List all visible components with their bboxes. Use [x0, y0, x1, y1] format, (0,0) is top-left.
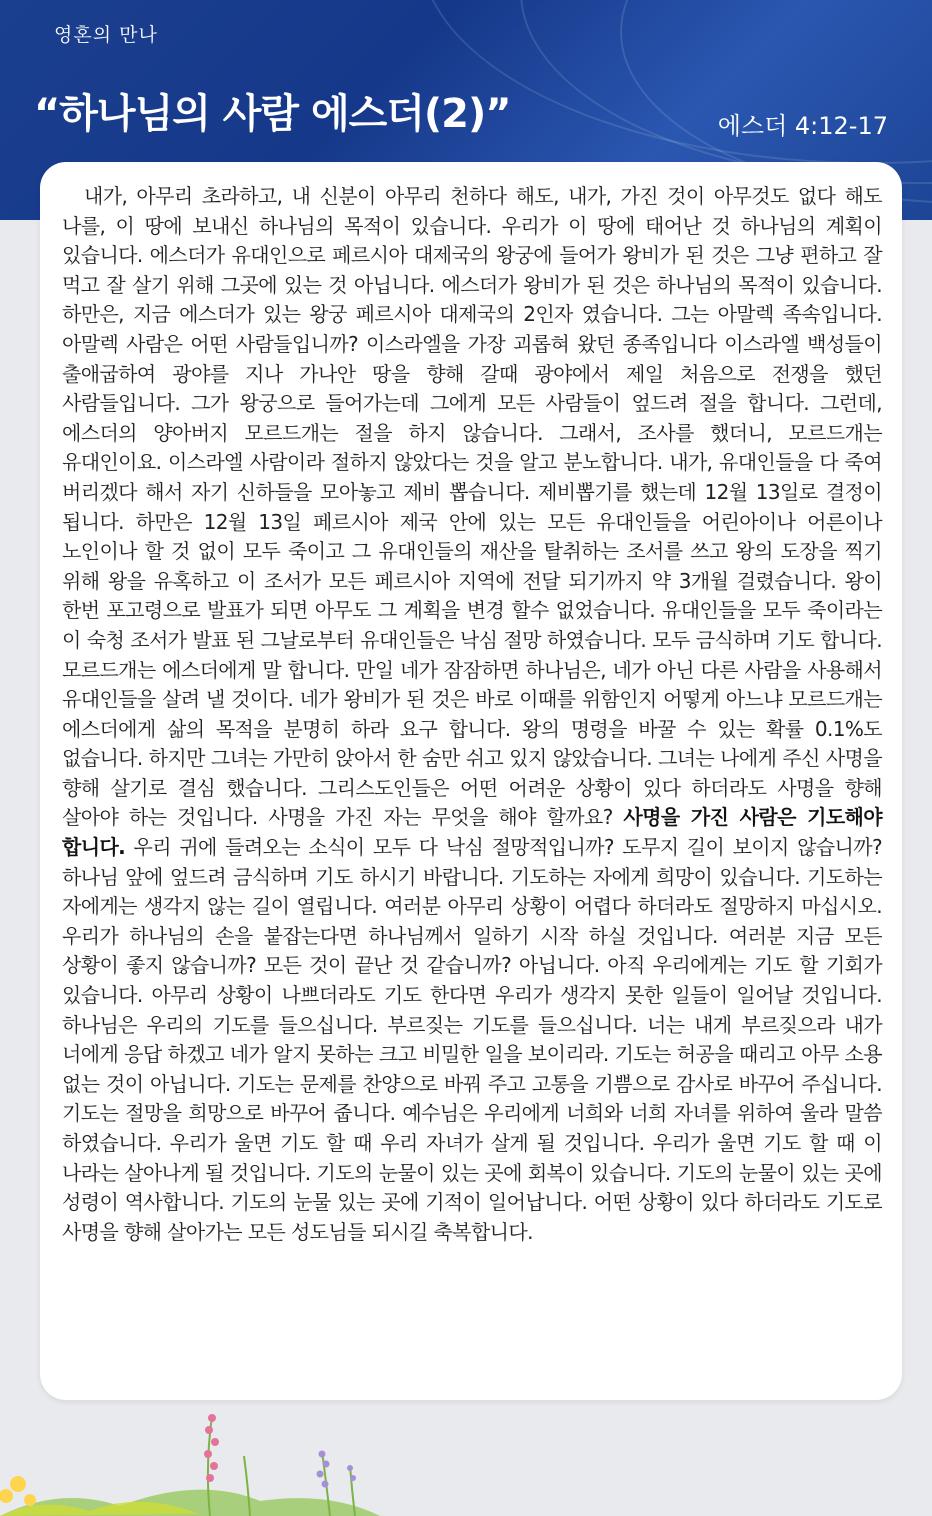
section-label: 영혼의 만나 [54, 24, 158, 46]
sermon-body-part1: 내가, 아무리 초라하고, 내 신분이 아무리 천하다 해도, 내가, 가진 것이 아무것도 없다 해도 나를, 이 땅에 보내신 하나님의 목적이 있습니다. 우리가 이 땅에 태어난 것 하나님의 계획이 있습니다. 에스더가 유대인으로 페르시아 대제국의 왕궁에 들어가 왕비가 된 것은 그냥 편하고 잘 먹고 잘 살기 위해 그곳에 있는 것 아닙니다. 에스더가 왕비가 된 것은 하나님의 목적이 있습니다. 하만은, 지금 에스더가 있는 왕궁 페르시아 대제국의 2인자 였습니다. 그는 아말렉 족속입니다. 아말렉 사람은 어떤 사람들입니까? 이스라엘을 가장 괴롭혀 왔던 종족입니다 이스라엘 백성들이 출애굽하여 광야를 지나 가나안 땅을 향해 갈때 광야에서 제일 처음으로 전쟁을 했던 사람들입니다. 그가 왕궁으로 들어가는데 그에게 모든 사람들이 엎드려 절을 합니다. 그런데, 에스더의 양아버지 모르드개는 절을 하지 않습니다. 그래서, 조사를 했더니, 모르드개는 유대인이요. 이스라엘 사람이라 절하지 않았다는 것을 알고 분노합니다. 내가, 유대인들을 다 죽여 버리겠다 해서 자기 신하들을 모아놓고 제비 뽑습니다. 제비뽑기를 했는데 12월 13일로 결정이 됩니다. 하만은 12월 13일 페르시아 제국 안에 있는 모든 유대인들을 어린아이나 어른이나 노인이나 할 것 없이 모두 죽이고 그 유대인들의 재산을 탈취하는 조서를 쓰고 왕의 도장을 찍기 위해 왕을 유혹하고 이 조서가 모든 페르시아 지역에 전달 되기까지 약 3개월 걸렸습니다. 왕이 한번 포고령으로 발표가 되면 아무도 그 계획을 변경 할수 없었습니다. 유대인들을 모두 죽이라는 이 숙청 조서가 발표 된 그날로부터 유대인들은 낙심 절망 하였습니다. 모두 금식하며 기도 합니다. 모르드개는 에스더에게 말 합니다. 만일 네가 잠잠하면 하나님은, 네가 아닌 다른 사람을 사용해서 유대인들을 살려 낼 것이다. 네가 왕비가 된 것은 바로 이때를 위함인지 어떻게 아느냐 모르드개는 에스더에게 삶의 목적을 분명히 하라 요구 합니다. 왕의 명령을 바꿀 수 있는 확률 0.1%도 없습니다. 하지만 그녀는 가만히 앉아서 한 숨만 쉬고 있지 않았습니다. 그녀는 나에게 주신 사명을 향해 살기로 결심 했습니다. 그리스도인들은 어떤 어려운 상황이 있다 하더라도 사명을 향해 살아야 하는 것입니다. 사명을 가진 자는 무엇을 해야 할까요? [62, 184, 882, 830]
flower-decoration [0, 1396, 932, 1516]
sermon-title: “하나님의 사람 에스더(2)” [34, 91, 511, 137]
sermon-emphasis: 사명을 가진 사람은 기도해야 합니다. [62, 805, 882, 860]
scripture-reference: 에스더 4:12-17 [717, 112, 888, 140]
sermon-body-part2: 우리 귀에 들려오는 소식이 모두 다 낙심 절망적입니까? 도무지 길이 보이지 않습니까? 하나님 앞에 엎드려 금식하며 기도 하시기 바랍니다. 기도하는 자에게 희망이 있습니다. 기도하는 자에게는 생각지 않는 길이 열립니다. 여러분 아무리 상황이 어렵다 하더라도 절망하지 마십시오. 우리가 하나님의 손을 붙잡는다면 하나님께서 일하기 시작 하실 것입니다. 여러분 지금 모든 상황이 좋지 않습니까? 모든 것이 끝난 것 같습니까? 아닙니다. 아직 우리에게는 기도 할 기회가 있습니다. 아무리 상황이 나쁘더라도 기도 한다면 우리가 생각지 못한 일들이 일어날 것입니다. 하나님은 우리의 기도를 들으십니다. 부르짖는 기도를 들으십니다. 너는 내게 부르짖으라 내가 너에게 응답 하겠고 네가 알지 못하는 크고 비밀한 일을 보이리라. 기도는 허공을 때리고 아무 소용 없는 것이 아닙니다. 기도는 문제를 찬양으로 바꿔 주고 고통을 기쁨으로 감사로 바꾸어 주십니다. 기도는 절망을 희망으로 바꾸어 줍니다. 예수님은 우리에게 너희와 너희 자녀를 위하여 울라 말씀 하였습니다. 우리가 울면 기도 할 때 우리 자녀가 살게 될 것입니다. 우리가 울면 기도 할 때 이 나라는 살아나게 될 것입니다. 기도의 눈물이 있는 곳에 회복이 있습니다. 기도의 눈물이 있는 곳에 성령이 역사합니다. 기도의 눈물 있는 곳에 기적이 일어납니다. 어떤 상황이 있다 하더라도 기도로 사명을 향해 살아가는 모든 성도님들 되시길 축복합니다. [62, 835, 882, 1244]
sermon-body [62, 182, 882, 1247]
